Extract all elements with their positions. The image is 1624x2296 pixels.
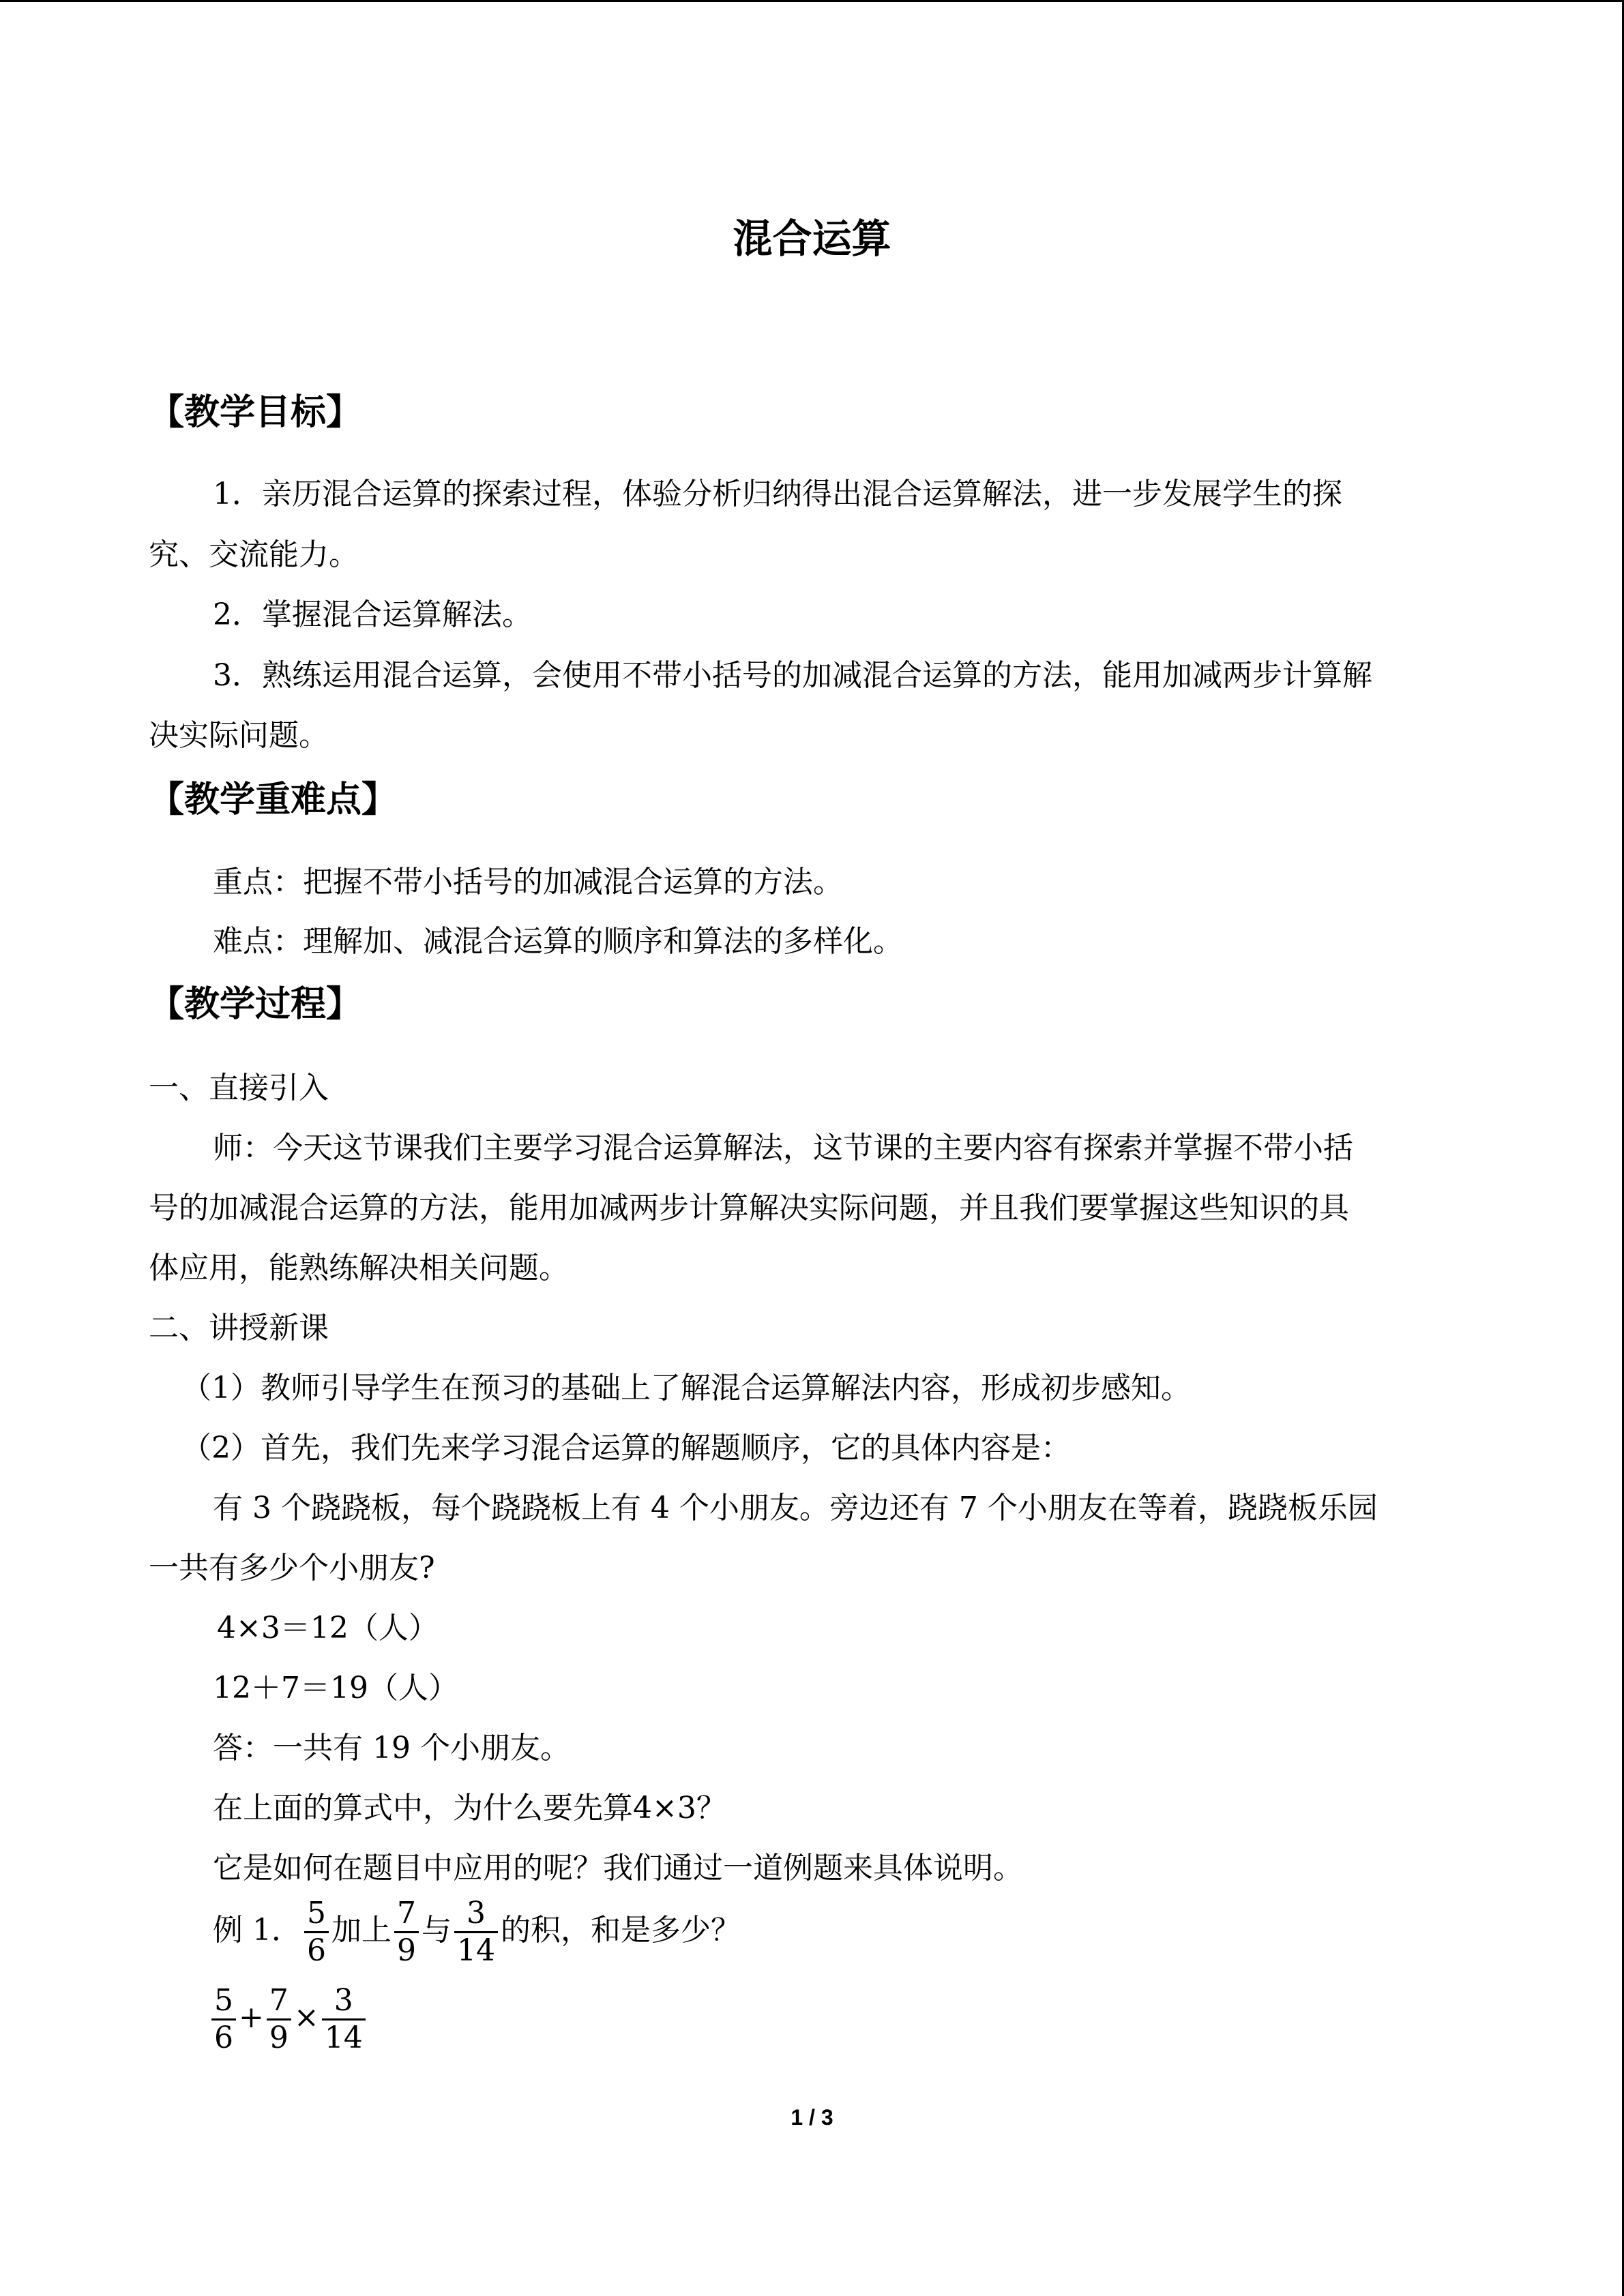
process-line-8: 有 3 个跷跷板，每个跷跷板上有 4 个小朋友。旁边还有 7 个小朋友在等着，跷跷板乐园 (213, 1491, 1378, 1525)
example-prefix: 例 1． (213, 1913, 301, 1948)
document-title: 混合运算 (733, 215, 891, 262)
process-line-9: 一共有多少个小朋友? (149, 1551, 435, 1585)
fraction-numerator: 5 (211, 1983, 236, 2021)
example-text-3: 的积，和是多少？ (500, 1913, 741, 1948)
process-line-12: 答：一共有 19 个小朋友。 (213, 1731, 570, 1765)
expression-fraction-1 (211, 1983, 236, 2056)
process-line-13: 在上面的算式中，为什么要先算4×3？ (213, 1791, 726, 1825)
heading-key-points: 【教学重难点】 (149, 779, 398, 820)
fraction-numerator: 7 (267, 1983, 291, 2021)
page-number: 1 / 3 (791, 2105, 833, 2130)
goal-line-1: 1．亲历混合运算的探索过程，体验分析归纳得出混合运算解法，进一步发展学生的探 (213, 477, 1342, 511)
goal-line-3: 2．掌握混合运算解法。 (213, 597, 532, 632)
example-expression (209, 1983, 368, 2056)
example-1 (213, 1896, 741, 1969)
fraction-denominator: 9 (396, 1933, 416, 1968)
example-text-2: 与 (421, 1913, 452, 1948)
process-line-10: 4×3＝12（人） (217, 1611, 439, 1645)
process-line-1: 一、直接引入 (149, 1071, 329, 1105)
process-line-7: （2）首先，我们先来学习混合运算的解题顺序，它的具体内容是： (181, 1431, 1071, 1465)
fraction-denominator: 6 (214, 2021, 233, 2055)
heading-teaching-process: 【教学过程】 (149, 984, 362, 1025)
fraction-denominator: 9 (269, 2021, 289, 2055)
process-line-5: 二、讲授新课 (149, 1311, 329, 1345)
key-point-line-1: 重点：把握不带小括号的加减混合运算的方法。 (213, 865, 843, 899)
fraction-numerator: 7 (394, 1896, 419, 1933)
fraction-numerator: 3 (322, 1983, 366, 2021)
key-point-line-2: 难点：理解加、减混合运算的顺序和算法的多样化。 (213, 924, 903, 959)
example-fraction-3 (454, 1896, 498, 1969)
process-line-11: 12＋7＝19（人） (213, 1671, 458, 1705)
fraction-denominator: 6 (306, 1933, 326, 1968)
fraction-denominator: 14 (456, 1933, 495, 1968)
example-fraction-2 (394, 1896, 419, 1969)
process-line-6: （1）教师引导学生在预习的基础上了解混合运算解法内容，形成初步感知。 (181, 1371, 1191, 1405)
fraction-numerator: 3 (454, 1896, 498, 1933)
expression-fraction-3 (322, 1983, 366, 2056)
page-border-top (0, 0, 1624, 2)
goal-line-5: 决实际问题。 (149, 718, 329, 753)
process-line-14: 它是如何在题目中应用的呢？我们通过一道例题来具体说明。 (213, 1851, 1023, 1885)
expression-fraction-2 (267, 1983, 291, 2056)
process-line-4: 体应用，能熟练解决相关问题。 (149, 1251, 569, 1285)
expression-operator-1: + (239, 2000, 264, 2035)
process-line-3: 号的加减混合运算的方法，能用加减两步计算解决实际问题，并且我们要掌握这些知识的具 (149, 1191, 1349, 1225)
example-fraction-1 (304, 1896, 329, 1969)
process-line-2: 师：今天这节课我们主要学习混合运算解法，这节课的主要内容有探索并掌握不带小括 (213, 1131, 1353, 1165)
expression-operator-2: × (293, 2000, 319, 2035)
goal-line-4: 3．熟练运用混合运算，会使用不带小括号的加减混合运算的方法，能用加减两步计算解 (213, 658, 1372, 693)
goal-line-2: 究、交流能力。 (149, 537, 359, 572)
fraction-denominator: 14 (324, 2021, 363, 2055)
example-text-1: 加上 (331, 1913, 392, 1948)
fraction-numerator: 5 (304, 1896, 329, 1933)
heading-teaching-goals: 【教学目标】 (149, 392, 362, 433)
